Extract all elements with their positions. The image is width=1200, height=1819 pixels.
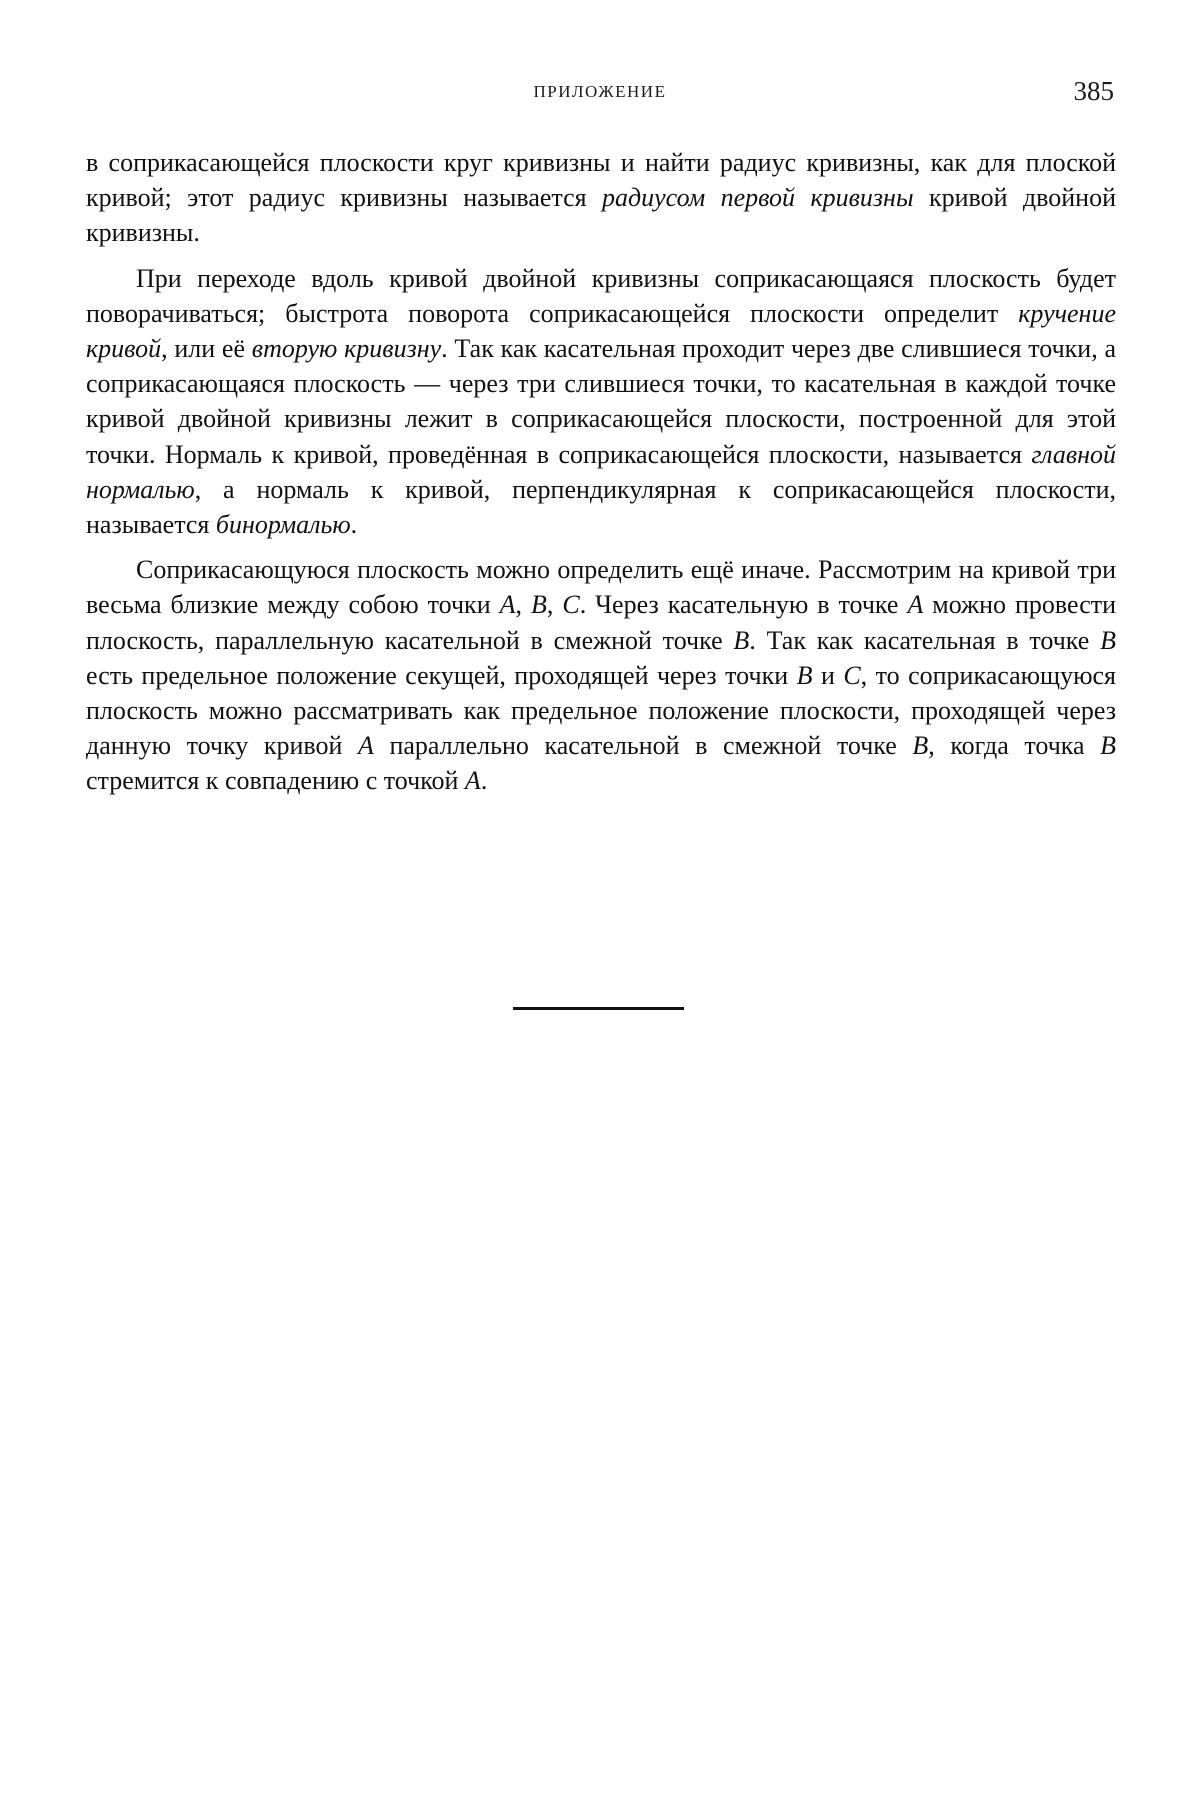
page-header [0, 76, 1200, 116]
text-run: параллельно касательной в смежной точке [373, 731, 913, 761]
italic-term: A [499, 590, 516, 620]
text-run: стремится к совпадению с точкой [86, 766, 465, 796]
body-text [86, 145, 1116, 799]
text-run: . [350, 510, 358, 540]
text-run: , или её [161, 334, 252, 364]
italic-term: C [843, 660, 861, 690]
italic-term: B [912, 731, 929, 761]
italic-term: B [1100, 625, 1116, 655]
text-run: можно провести плоскость, параллельную касательной в смежной точке [86, 590, 1117, 655]
text-run: При переходе вдоль кривой двойной кривизны соприкасающаяся плоскость будет поворачиваться; быстрота поворота соприкасающейся плоскости определит [86, 263, 1116, 328]
text-run: , а нормаль к кривой, перпендикулярная к соприкасающейся плоскости, называется [86, 474, 1116, 540]
text-run: , когда точка [928, 731, 1101, 761]
text-run: . Через касательную в точке [579, 590, 908, 620]
italic-term: A [907, 590, 924, 620]
italic-term: главной нормалью [86, 439, 1116, 504]
paragraph [86, 261, 1116, 543]
text-run: , то соприкасающуюся плоскость можно рассматривать как предельное положение плоскости, проходящей через данную точку кривой [86, 660, 1116, 761]
italic-term: B [796, 660, 813, 690]
italic-term: B [733, 625, 750, 655]
italic-term: A [464, 766, 481, 796]
italic-term: B [1100, 731, 1117, 761]
italic-term: вторую кривизну [251, 334, 442, 364]
text-run: Соприкасающуюся плоскость можно определить ещё иначе. Рассмотрим на кривой три весьма близкие между собою точки [86, 555, 1116, 620]
text-run: . [480, 766, 488, 796]
italic-term: радиусом первой кривизны [601, 183, 914, 213]
text-run: есть предельное положение секущей, проходящей через точки [86, 660, 797, 690]
text-run: , [546, 590, 563, 620]
text-run: . Так как касательная проходит через две слившиеся точки, а соприкасающаяся плоскость — через три слившиеся точки, то касательная в каждой точке кривой двойной кривизны лежит в соприкасающейся плоскости, построенной для этой точки. Нормаль к кривой, проведённая в соприкасающейся плоскости, называется [86, 334, 1116, 469]
text-run: и [812, 660, 844, 690]
page-number: 385 [1073, 76, 1114, 106]
text-run: в соприкасающейся плоскости круг кривизны и найти радиус кривизны, как для плоской кривой; этот радиус кривизны называется [86, 148, 1116, 213]
end-rule [513, 1007, 684, 1010]
paragraph [86, 145, 1116, 251]
italic-term: C [562, 590, 580, 620]
text-run: , [515, 590, 531, 620]
italic-term: A [357, 731, 374, 761]
running-title: ПРИЛОЖЕНИЕ [533, 82, 667, 101]
italic-term: бинормалью [215, 510, 351, 540]
italic-term: кручение кривой [86, 298, 1116, 364]
italic-term: B [530, 590, 547, 620]
paragraph [86, 552, 1116, 798]
text-run: . Так как касательная в точке [749, 625, 1101, 655]
text-run: кривой двойной кривизны. [86, 183, 1116, 248]
